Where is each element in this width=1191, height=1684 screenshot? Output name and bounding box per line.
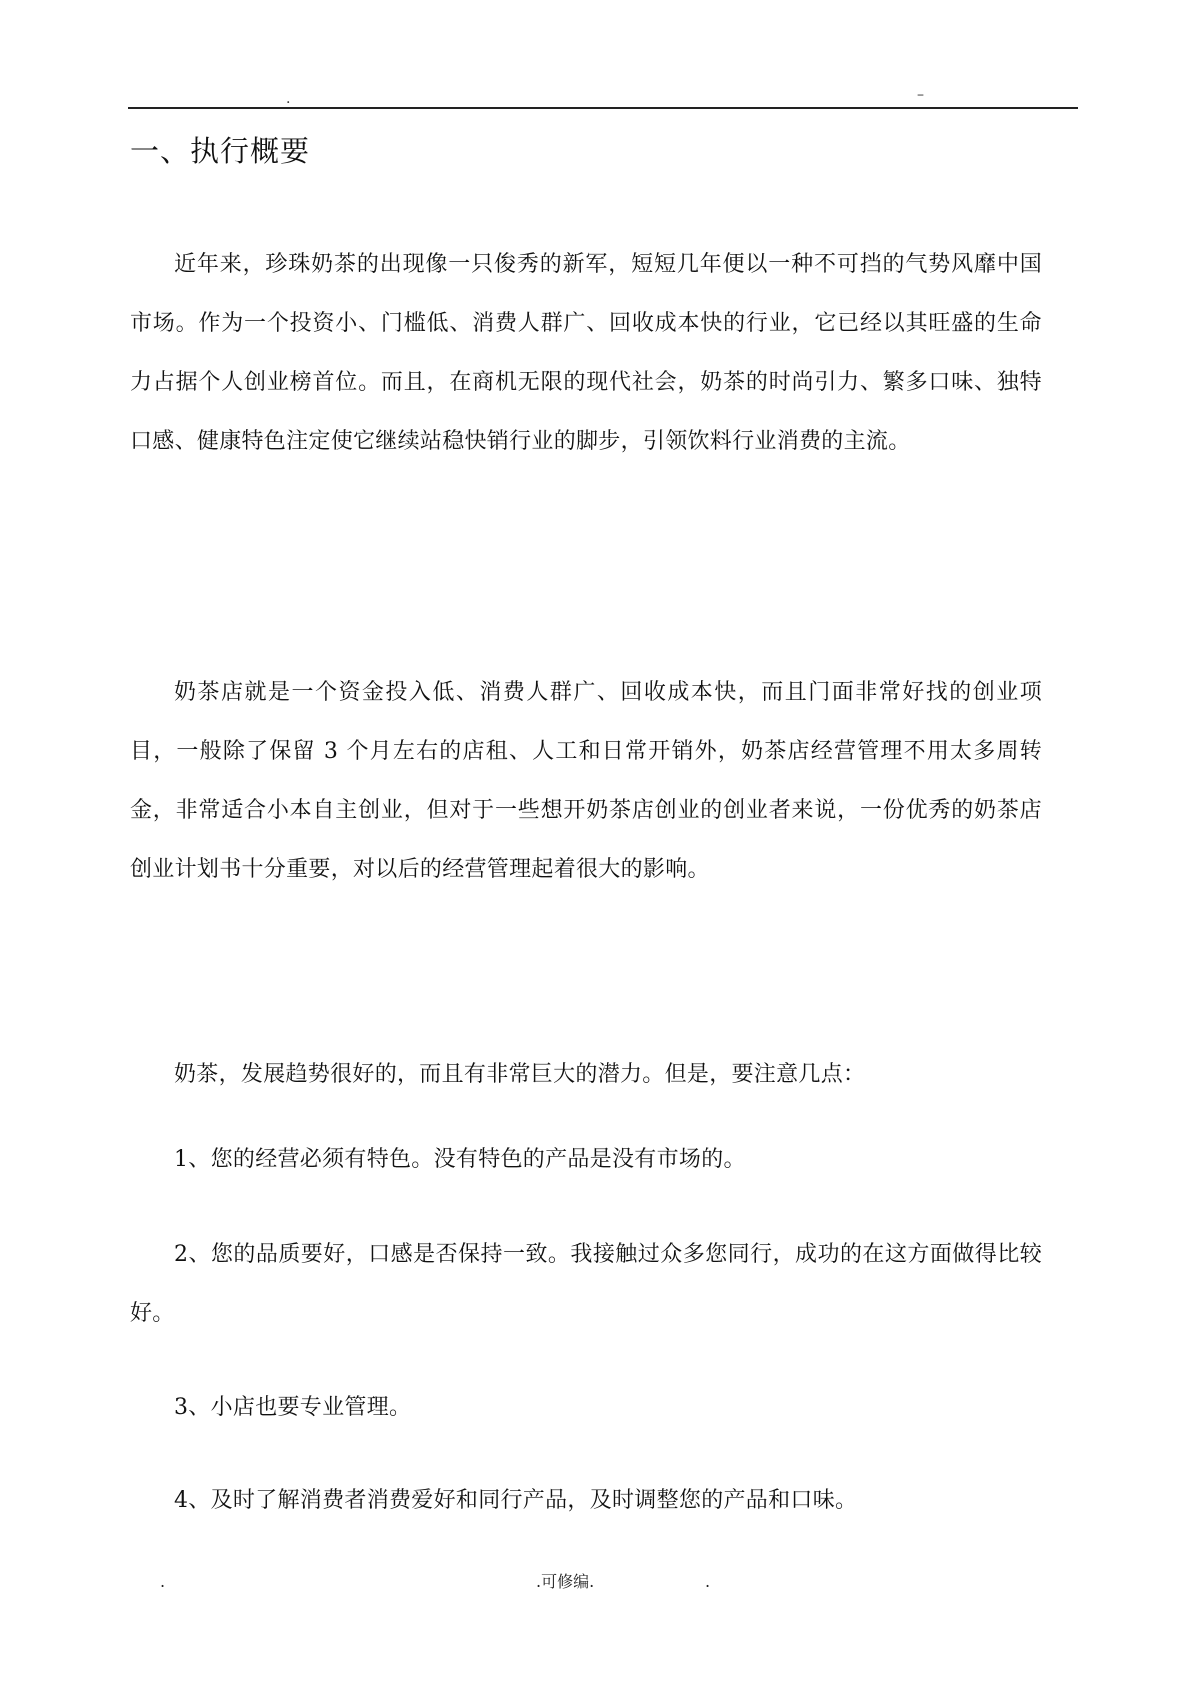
paragraph-intro: 近年来，珍珠奶茶的出现像一只俊秀的新军，短短几年便以一种不可挡的气势风靡中国市场。作为一个投资小、门槛低、消费人群广、回收成本快的行业，它已经以其旺盛的生命力占据个人创业榜首位。而且，在商机无限的现代社会，奶茶的时尚引力、繁多口味、独特口感、健康特色注定使它继续站稳快销行业的脚步，引领饮料行业消费的主流。 bbox=[130, 252, 1042, 454]
list-item-2: 2、您的品质要好，口感是否保持一致。我接触过众多您同行，成功的在这方面做得比较好。 bbox=[130, 1242, 1042, 1326]
header-divider bbox=[128, 107, 1078, 109]
footer-right-mark: . bbox=[705, 1572, 711, 1591]
section-title: 一、执行概要 bbox=[130, 134, 311, 168]
paragraph-trend: 奶茶，发展趋势很好的，而且有非常巨大的潜力。但是，要注意几点： bbox=[174, 1062, 866, 1087]
footer-center-text: .可修编. bbox=[536, 1572, 595, 1591]
list-item-4: 4、及时了解消费者消费爱好和同行产品，及时调整您的产品和口味。 bbox=[174, 1488, 858, 1513]
footer-left-mark: . bbox=[160, 1572, 166, 1591]
header-left-mark: . bbox=[286, 91, 291, 107]
list-item-1: 1、您的经营必须有特色。没有特色的产品是没有市场的。 bbox=[174, 1147, 746, 1172]
header-right-mark: – bbox=[917, 87, 924, 103]
paragraph-business-overview: 奶茶店就是一个资金投入低、消费人群广、回收成本快，而且门面非常好找的创业项目，一般除了保留 3 个月左右的店租、人工和日常开销外，奶茶店经营管理不用太多周转金，非常适合小本自主创业，但对于一些想开奶茶店创业的创业者来说，一份优秀的奶茶店创业计划书十分重要，对以后的经营管理起着很大的影响。 bbox=[130, 680, 1042, 882]
list-item-3: 3、小店也要专业管理。 bbox=[174, 1395, 412, 1420]
